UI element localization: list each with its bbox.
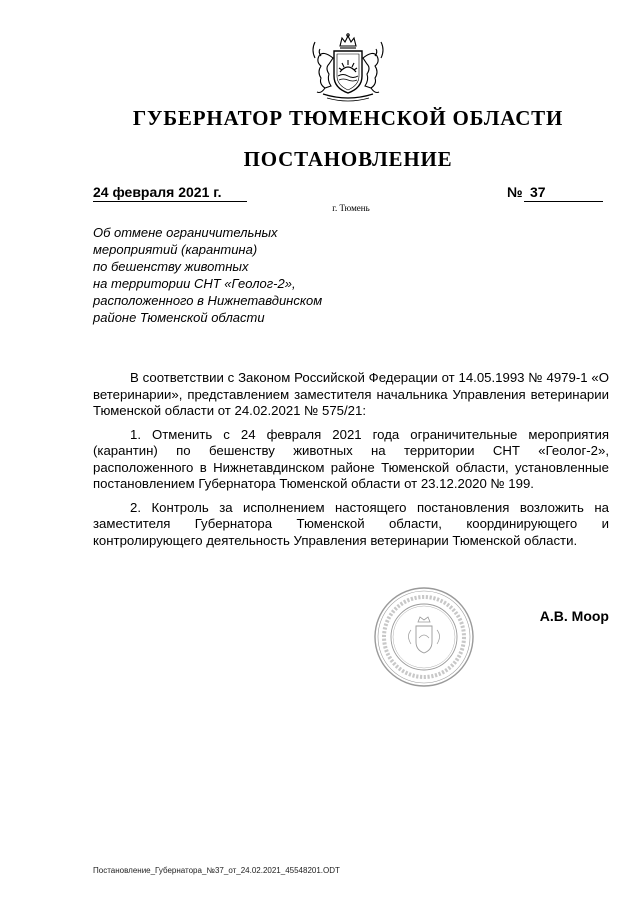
document-date: 24 февраля 2021 г. [93,184,222,200]
subject-line: районе Тюменской области [93,310,265,325]
document-number: 37 [530,184,546,200]
subject-line: Об отмене ограничительных [93,225,278,240]
subject-line: по бешенству животных [93,259,249,274]
subject-line: расположенного в Нижнетавдинском [93,293,323,308]
document-number-sign: № [507,184,523,200]
document-body [93,370,609,556]
subject-line: мероприятий (карантина) [93,242,258,257]
subject-line: на территории СНТ «Геолог-2», [93,276,296,291]
date-underline [93,201,247,202]
clause-paragraph-2: 2. Контроль за исполнением настоящего постановления возложить на заместителя Губернатора Тюменской области, координирующего и контролирующего деятельность Управления ветеринарии Тюменской области. [93,499,609,548]
coat-of-arms-icon [307,32,389,104]
official-seal-icon [373,586,475,688]
signatory-name: А.В. Моор [539,608,609,624]
file-name-footer: Постановление_Губернатора_№37_от_24.02.2021_45548201.ODT [93,866,340,875]
document-city: г. Тюмень [332,203,370,213]
document-type-title: ПОСТАНОВЛЕНИЕ [243,147,453,171]
document-subject [93,224,393,326]
number-underline [524,201,603,202]
preamble-paragraph: В соответствии с Законом Российской Федерации от 14.05.1993 № 4979-1 «О ветеринарии», представлением заместителя начальника Управления ветеринарии Тюменской области от 24.02.2021 № 575/21: [93,370,609,418]
clause-paragraph-1: 1. Отменить с 24 февраля 2021 года ограничительные мероприятия (карантин) по бешенству животных на территории СНТ «Геолог-2», расположенного в Нижнетавдинском районе Тюменской области, установленные постановлением Губернатора Тюменской области от 23.12.2020 № 199. [93,426,609,491]
issuing-authority-title: ГУБЕРНАТОР ТЮМЕНСКОЙ ОБЛАСТИ [132,106,564,130]
